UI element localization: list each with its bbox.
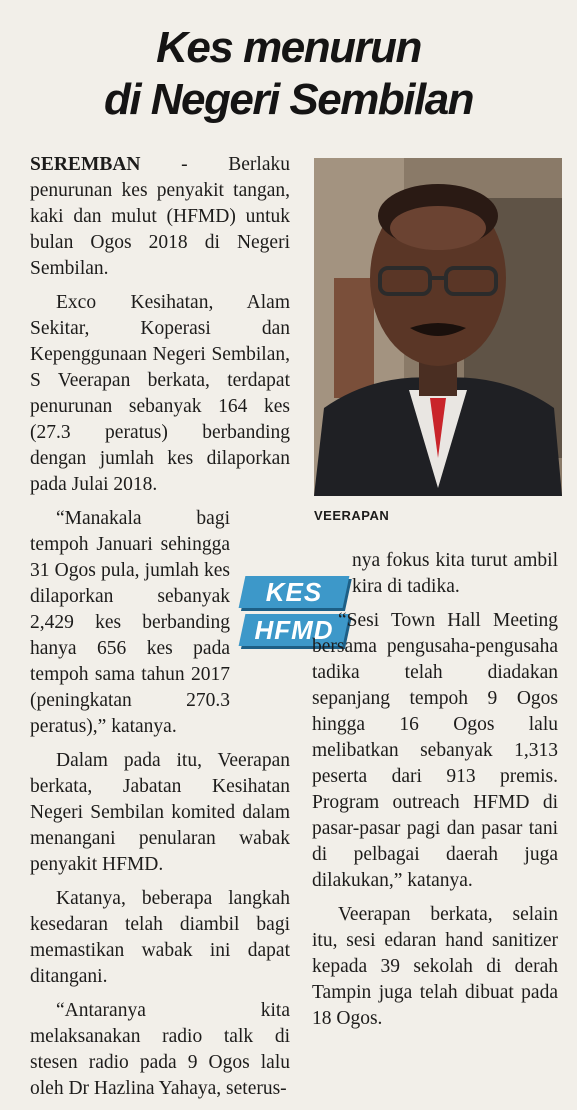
article-paragraph: Veerapan berkata, selain itu, sesi edaran hand sanitizer kepada 39 sekolah di derah Tampin juga telah dibuat pada 18 Ogos.: [312, 904, 558, 1029]
headline-line-2: di Negeri Sembilan: [103, 75, 474, 124]
article-paragraph: “Manakala bagi tempoh Januari sehingga 31 Ogos pula, jumlah kes dilaporkan sebanyak 2,429 kes berbanding hanya 656 kes pada tempoh sama tahun 2017 (peningkatan 270.3 peratus),” katanya.: [30, 508, 230, 737]
article-paragraph: Exco Kesihatan, Alam Sekitar, Koperasi dan Kepenggunaan Negeri Sembilan, S Veerapan berkata, terdapat penurunan sebanyak 164 kes (27.3 peratus) berbanding dengan jumlah kes dilaporkan pada Julai 2018.: [30, 292, 290, 495]
portrait-illustration: [314, 158, 562, 496]
article-paragraph: nya fokus kita turut ambil kira di tadika.: [352, 550, 558, 597]
tag-line-1: KES: [265, 577, 323, 607]
article-paragraph: “Sesi Town Hall Meeting bersama pengusaha-pengusaha tadika telah diadakan sepanjang tempoh 9 Ogos hingga 16 Ogos lalu melibatkan sebanyak 1,313 peserta dari 913 premis. Program outreach HFMD di pasar-pasar pagi dan pasar tani di pelbagai daerah juga dilakukan,” katanya.: [312, 610, 558, 891]
article-paragraph: [30, 152, 290, 282]
article-paragraph: Katanya, beberapa langkah kesedaran telah diambil bagi memastikan wabak ini dapat ditangani.: [30, 888, 290, 987]
headline-line-1: Kes menurun: [156, 23, 421, 72]
headline: [0, 22, 577, 126]
article-paragraph: Dalam pada itu, Veerapan berkata, Jabatan Kesihatan Negeri Sembilan komited dalam menangani penularan wabak penyakit HFMD.: [30, 750, 290, 875]
lead-text: - Berlaku penurunan kes penyakit tangan, kaki dan mulut (HFMD) untuk bulan Ogos 2018 di Negeri Sembilan.: [30, 154, 290, 279]
tag-line-2: HFMD: [254, 615, 334, 645]
article-paragraph: “Antaranya kita melaksanakan radio talk di stesen radio pada 9 Ogos lalu oleh Dr Hazlina Yahaya, seterus-: [30, 1000, 290, 1099]
article-column-right: [312, 548, 558, 1040]
veerapan-photo: [314, 158, 562, 496]
photo-caption: VEERAPAN: [314, 508, 390, 523]
dateline: SEREMBAN: [30, 154, 141, 175]
